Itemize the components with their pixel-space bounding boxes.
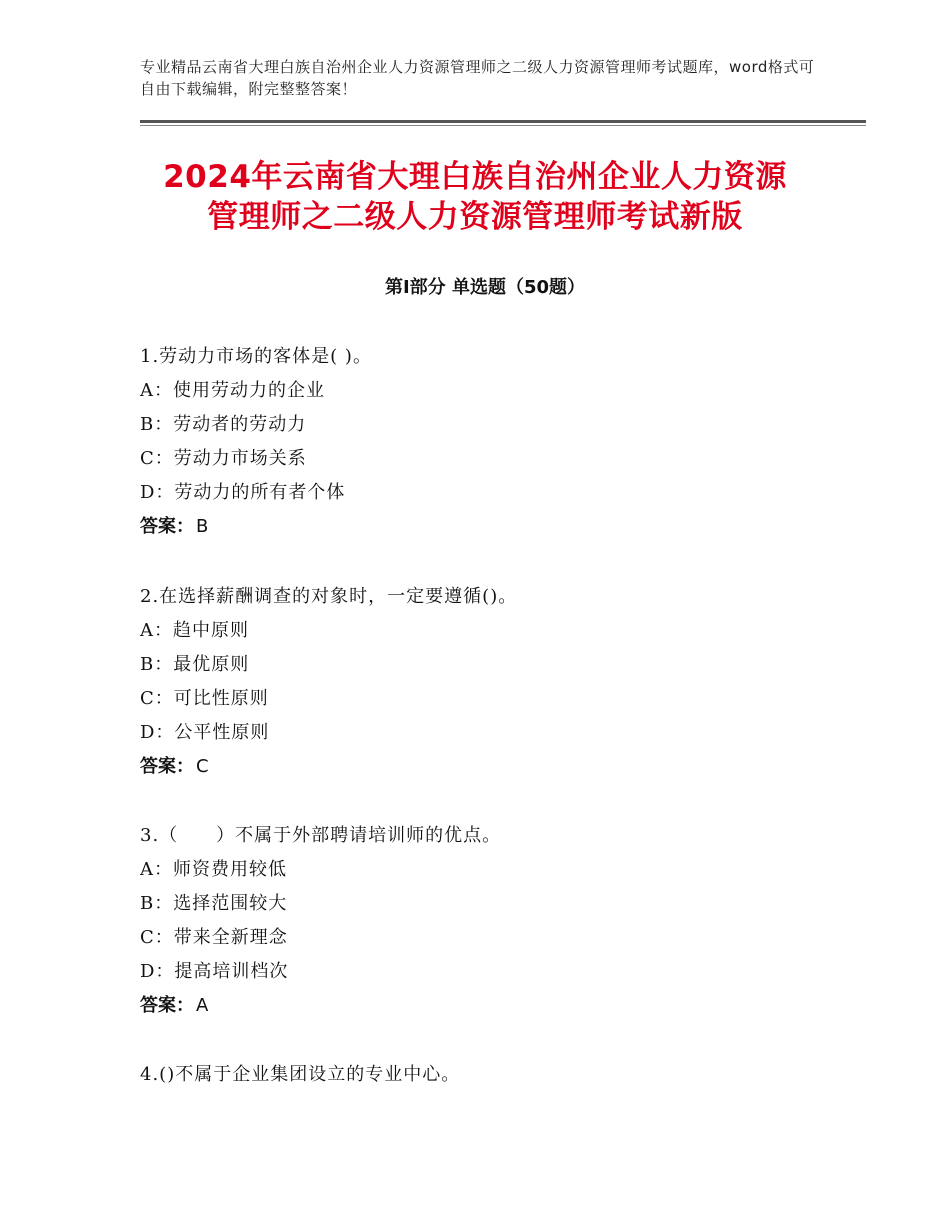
option-d: D：公平性原则 bbox=[140, 722, 270, 743]
answer-label: 答案： bbox=[140, 995, 194, 1016]
answer-label: 答案： bbox=[140, 756, 194, 777]
option-d: D：提高培训档次 bbox=[140, 961, 289, 982]
document-title bbox=[130, 157, 820, 237]
option-c: C：可比性原则 bbox=[140, 688, 269, 709]
option-c: C：带来全新理念 bbox=[140, 927, 288, 948]
section-title: 第Ⅰ部分 单选题（50题） bbox=[384, 277, 585, 298]
header-rule-thick bbox=[140, 120, 866, 123]
answer-line bbox=[140, 989, 840, 1023]
question-4 bbox=[140, 1058, 840, 1092]
option-a: A：趋中原则 bbox=[140, 620, 249, 641]
option-d: D：劳动力的所有者个体 bbox=[140, 482, 346, 503]
question-3 bbox=[140, 819, 840, 1023]
answer-label: 答案： bbox=[140, 516, 194, 537]
header-note: 专业精品云南省大理白族自治州企业人力资源管理师之二级人力资源管理师考试题库，word格式可自由下载编辑，附完整整答案！ bbox=[140, 58, 815, 98]
question-stem: 1.劳动力市场的客体是( )。 bbox=[140, 346, 372, 367]
answer-line bbox=[140, 750, 840, 784]
answer-line bbox=[140, 510, 840, 544]
question-1 bbox=[140, 340, 840, 544]
option-b: B：最优原则 bbox=[140, 654, 250, 675]
question-stem: 4.()不属于企业集团设立的专业中心。 bbox=[140, 1064, 461, 1085]
option-a: A：使用劳动力的企业 bbox=[140, 380, 325, 401]
document-title-line-1: 2024年云南省大理白族自治州企业人力资源 bbox=[163, 159, 787, 195]
header-rule-thin bbox=[140, 125, 866, 126]
question-stem: 2.在选择薪酬调查的对象时，一定要遵循()。 bbox=[140, 586, 518, 607]
option-a: A：师资费用较低 bbox=[140, 859, 287, 880]
question-stem: 3.（ ）不属于外部聘请培训师的优点。 bbox=[140, 825, 502, 846]
option-c: C：劳动力市场关系 bbox=[140, 448, 307, 469]
question-2 bbox=[140, 580, 840, 784]
answer-value: B bbox=[196, 516, 209, 537]
option-b: B：劳动者的劳动力 bbox=[140, 414, 307, 435]
option-b: B：选择范围较大 bbox=[140, 893, 288, 914]
answer-value: C bbox=[196, 756, 209, 777]
document-title-line-2: 管理师之二级人力资源管理师考试新版 bbox=[207, 199, 743, 235]
answer-value: A bbox=[196, 995, 209, 1016]
